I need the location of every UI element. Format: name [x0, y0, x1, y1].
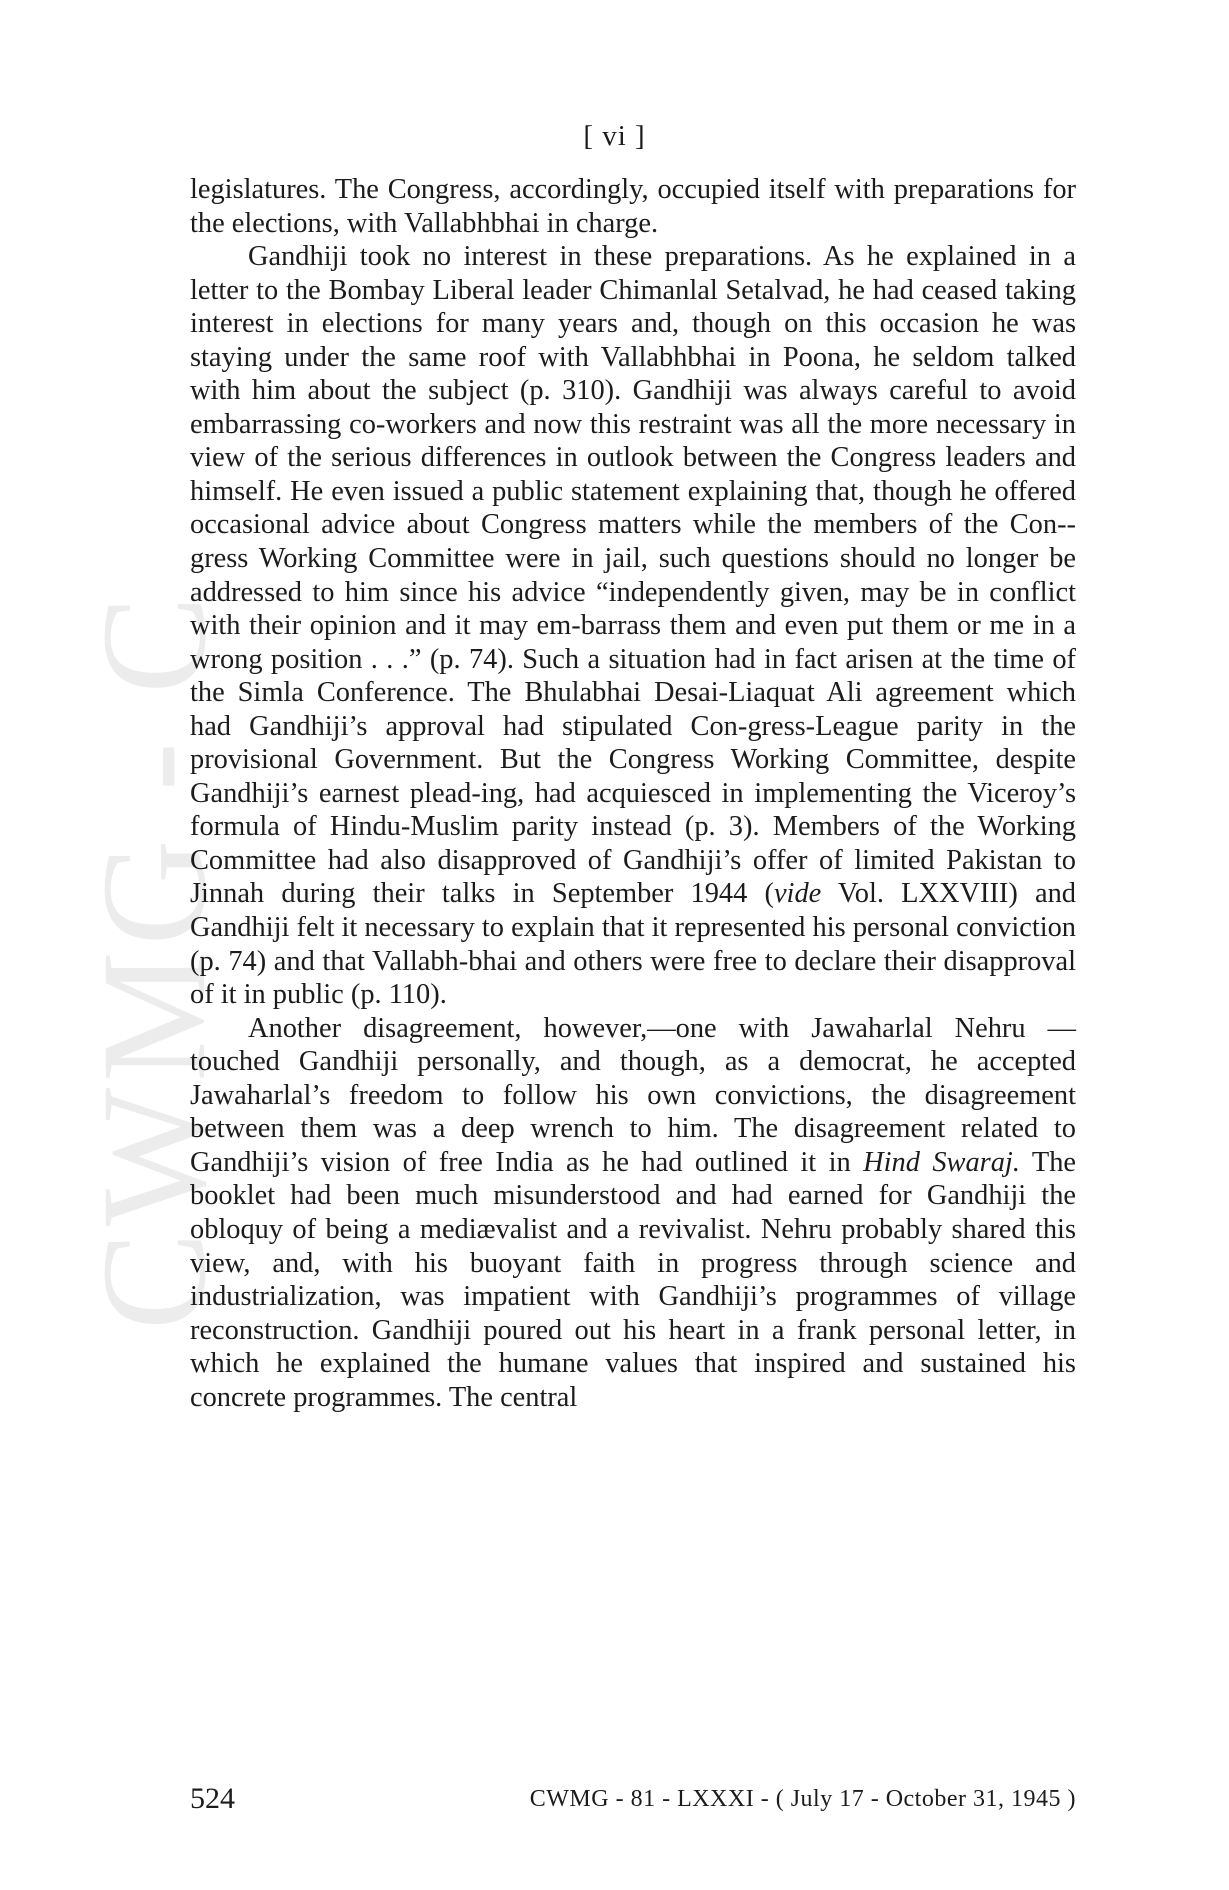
paragraph-3-text: Another disagreement, however,—one with Jawaharlal Nehru —touched Gandhiji personally, and though, as a democrat, he accepted Jawaharlal’s freedom to follow his own convictions, the disagreement between them was a deep wrench to him. The disagreement related to Gandhiji’s vision of free India as he had outlined it in	[190, 1012, 1076, 1178]
italic-hind-swaraj: Hind Swaraj.	[863, 1146, 1020, 1178]
paragraph-2	[190, 240, 1076, 1012]
paragraph-3-text-cont: The booklet had been much misunderstood and had earned for Gandhiji the obloquy of being a mediævalist and a revivalist. Nehru probably shared this view, and, with his buoyant faith in progress through science and industrialization, was impatient with Gandhiji’s programmes of village reconstruction. Gandhiji poured out his heart in a frank personal letter, in which he explained the humane values that inspired and sustained his concrete programmes. The central	[190, 1146, 1076, 1413]
page-footer	[190, 1782, 1076, 1822]
body-text	[190, 173, 1076, 1414]
page-number: 524	[190, 1782, 235, 1815]
page-header	[0, 120, 1229, 153]
italic-vide: vide	[773, 878, 822, 910]
watermark-text: CWMG - C	[71, 573, 237, 1330]
paragraph-1	[190, 173, 1076, 240]
paragraph-1-text: legislatures. The Congress, accordingly, occupied itself with preparations for the elections, with Vallabhbhai in charge.	[190, 174, 1076, 239]
paragraph-2-text-cont: Vol. LXXVIII) and Gandhiji felt it necessary to explain that it represented his personal conviction (p. 74) and that Vallabh-bhai and others were free to declare their disapproval of it in public (p. 110).	[190, 878, 1076, 1011]
page-label: [ vi ]	[583, 120, 646, 152]
paragraph-2-text: Gandhiji took no interest in these preparations. As he explained in a letter to the Bombay Liberal leader Chimanlal Setalvad, he had ceased taking interest in elections for many years and, though on this occasion he was staying under the same roof with Vallabhbhai in Poona, he seldom talked with him about the subject (p. 310). Gandhiji was always careful to avoid embarrassing co-workers and now this restraint was all the more necessary in view of the serious differences in outlook between the Congress leaders and himself. He even issued a public statement explaining that, though he offered occasional advice about Congress matters while the members of the Con-gress Working Committee were in jail, such questions should no longer be addressed to him since his advice “independently given, may be in conflict with their opinion and it may em-barrass them and even put them or me in a wrong position . . .” (p. 74). Such a situation had in fact arisen at the time of the Simla Conference. The Bhulabhai Desai-Liaquat Ali agreement which had Gandhiji’s approval had stipulated Con-gress-League parity in the provisional Government. But the Congress Working Committee, despite Gandhiji’s earnest plead-ing, had acquiesced in implementing the Viceroy’s formula of Hindu-Muslim parity instead (p. 3). Members of the Working Committee had also disapproved of Gandhiji’s offer of limited Pakistan to Jinnah during their talks in September 1944 (	[190, 241, 1076, 910]
running-footer: CWMG - 81 - LXXXI - ( July 17 - October 31, 1945 )	[529, 1786, 1076, 1812]
paragraph-3	[190, 1012, 1076, 1415]
